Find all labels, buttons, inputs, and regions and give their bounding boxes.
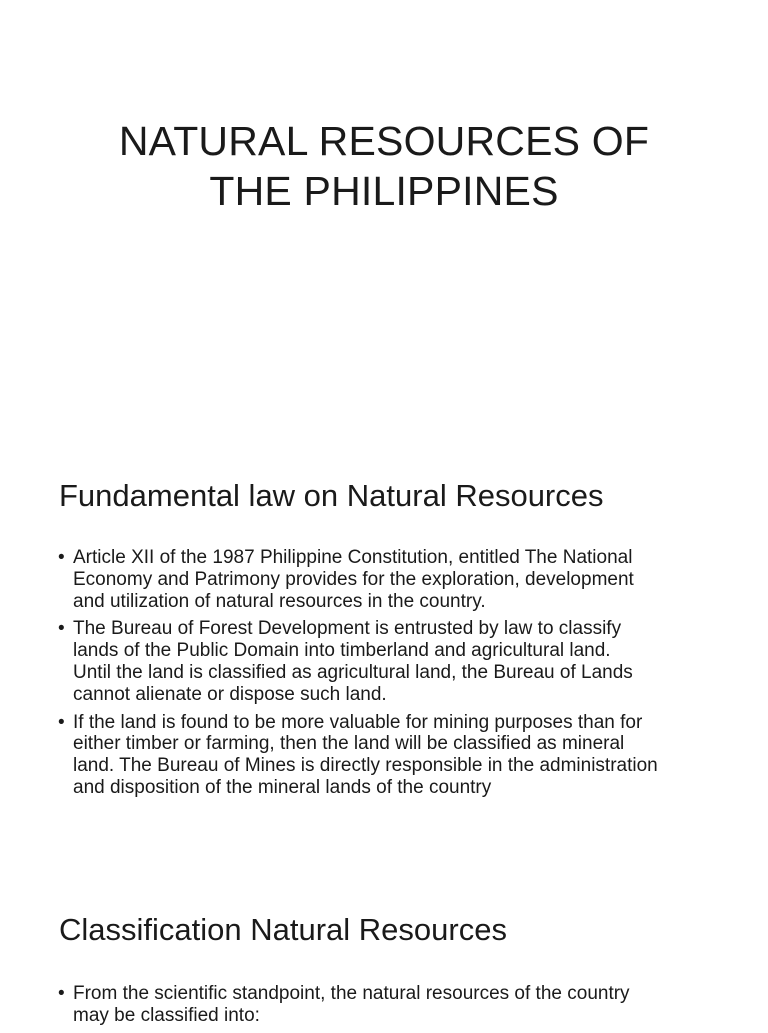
- slide-title-line-2: THE PHILIPPINES: [209, 168, 559, 214]
- fundamental-law-slide: [0, 432, 768, 864]
- slide-title-line-1: NATURAL RESOURCES OF: [118, 118, 650, 164]
- bullet-text-line: cannot alienate or dispose such land.: [73, 683, 387, 705]
- slide-heading: Classification Natural Resources: [59, 912, 507, 947]
- bullet-text-line: may be classified into:: [73, 1004, 260, 1026]
- bullet-text-line: lands of the Public Domain into timberland and agricultural land.: [73, 640, 611, 662]
- bullet-text-line: Until the land is classified as agricultural land, the Bureau of Lands: [73, 661, 633, 683]
- bullet-text-line: land. The Bureau of Mines is directly responsible in the administration: [73, 755, 658, 777]
- slide-title: [0, 116, 768, 216]
- bullet-item: [58, 983, 728, 1027]
- bullet-text-line: • If the land is found to be more valuable for mining purposes than for: [73, 711, 643, 733]
- bullet-text-line: • Article XII of the 1987 Philippine Constitution, entitled The National: [73, 547, 633, 568]
- title-slide: [0, 0, 768, 432]
- classification-slide: [0, 864, 768, 1024]
- bullet-text-line: either timber or farming, then the land will be classified as mineral: [73, 733, 625, 755]
- bullet-text-line: • The Bureau of Forest Development is entrusted by law to classify: [73, 618, 622, 640]
- bullet-text-line: and disposition of the mineral lands of the country: [73, 776, 492, 798]
- bullet-item: [58, 618, 728, 705]
- bullet-text-line: and utilization of natural resources in the country.: [73, 590, 486, 612]
- slide-heading: Fundamental law on Natural Resources: [59, 478, 604, 513]
- bullet-item: [58, 712, 728, 799]
- bullet-list: [58, 983, 728, 1033]
- bullet-item: [58, 547, 728, 612]
- bullet-text-line: • From the scientific standpoint, the natural resources of the country: [73, 983, 630, 1004]
- bullet-text-line: Economy and Patrimony provides for the exploration, development: [73, 568, 634, 590]
- bullet-list: [58, 547, 728, 805]
